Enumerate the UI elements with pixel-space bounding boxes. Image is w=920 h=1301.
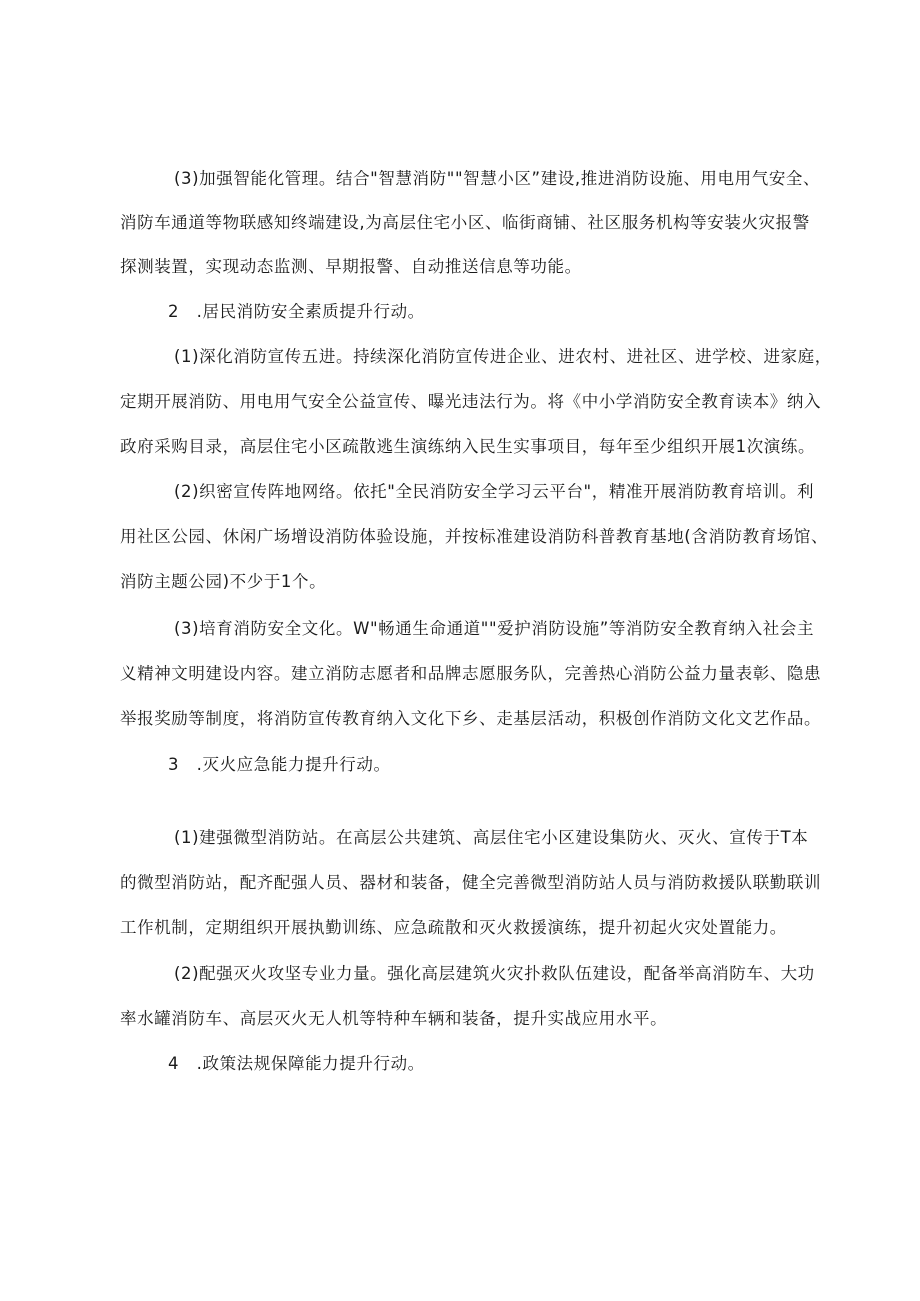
text-line: 率水罐消防车、高层灭火无人机等特种车辆和装备，提升实战应用水平。 xyxy=(120,1009,668,1028)
text-line: (2)织密宣传阵地网络。依托"全民消防安全学习云平台"，精准开展消防教育培训。利 xyxy=(174,482,815,501)
text-line: (2)配强灭火攻坚专业力量。强化高层建筑火灾扑救队伍建设，配备举高消防车、大功 xyxy=(174,964,815,983)
section-heading-4: 4 .政策法规保障能力提升行动。 xyxy=(168,1054,425,1073)
text-line: 定期开展消防、用电用气安全公益宣传、曝光违法行为。将《中小学消防安全教育读本》纳入 xyxy=(120,392,822,411)
text-line: 政府采购目录，高层住宅小区疏散逃生演练纳入民生实事项目，每年至少组织开展1次演练。 xyxy=(120,437,816,456)
text-line: 工作机制，定期组织开展执勤训练、应急疏散和灭火救援演练，提升初起火灾处置能力。 xyxy=(120,918,787,937)
text-line: 义精神文明建设内容。建立消防志愿者和品牌志愿服务队，完善热心消防公益力量表彰、隐患 xyxy=(120,664,822,683)
text-line: 消防主题公园)不少于1个。 xyxy=(120,572,327,591)
text-line: 探测装置，实现动态监测、早期报警、自动推送信息等功能。 xyxy=(120,257,582,276)
section-heading-2: 2 .居民消防安全素质提升行动。 xyxy=(168,302,425,321)
text-line: (3)加强智能化管理。结合"智慧消防""智慧小区”建设,推进消防设施、用电用气安全、 xyxy=(174,169,821,188)
text-line: (3)培育消防安全文化。W"畅通生命通道""爱护消防设施”等消防安全教育纳入社会主 xyxy=(174,619,815,638)
text-line: (1)建强微型消防站。在高层公共建筑、高层住宅小区建设集防火、灭火、宣传于T本 xyxy=(174,828,809,847)
text-line: 举报奖励等制度，将消防宣传教育纳入文化下乡、走基层活动，积极创作消防文化文艺作品。 xyxy=(120,709,822,728)
text-line: 用社区公园、休闲广场增设消防体验设施，并按标准建设消防科普教育基地(含消防教育场馆、 xyxy=(120,527,829,546)
text-line: (1)深化消防宣传五进。持续深化消防宣传进企业、进农村、进社区、进学校、进家庭， xyxy=(174,347,832,366)
text-line: 消防车通道等物联感知终端建设,为高层住宅小区、临街商铺、社区服务机构等安装火灾报警 xyxy=(120,213,810,232)
text-line: 的微型消防站，配齐配强人员、器材和装备，健全完善微型消防站人员与消防救援队联勤联训 xyxy=(120,873,822,892)
section-heading-3: 3 .灭火应急能力提升行动。 xyxy=(168,755,391,774)
